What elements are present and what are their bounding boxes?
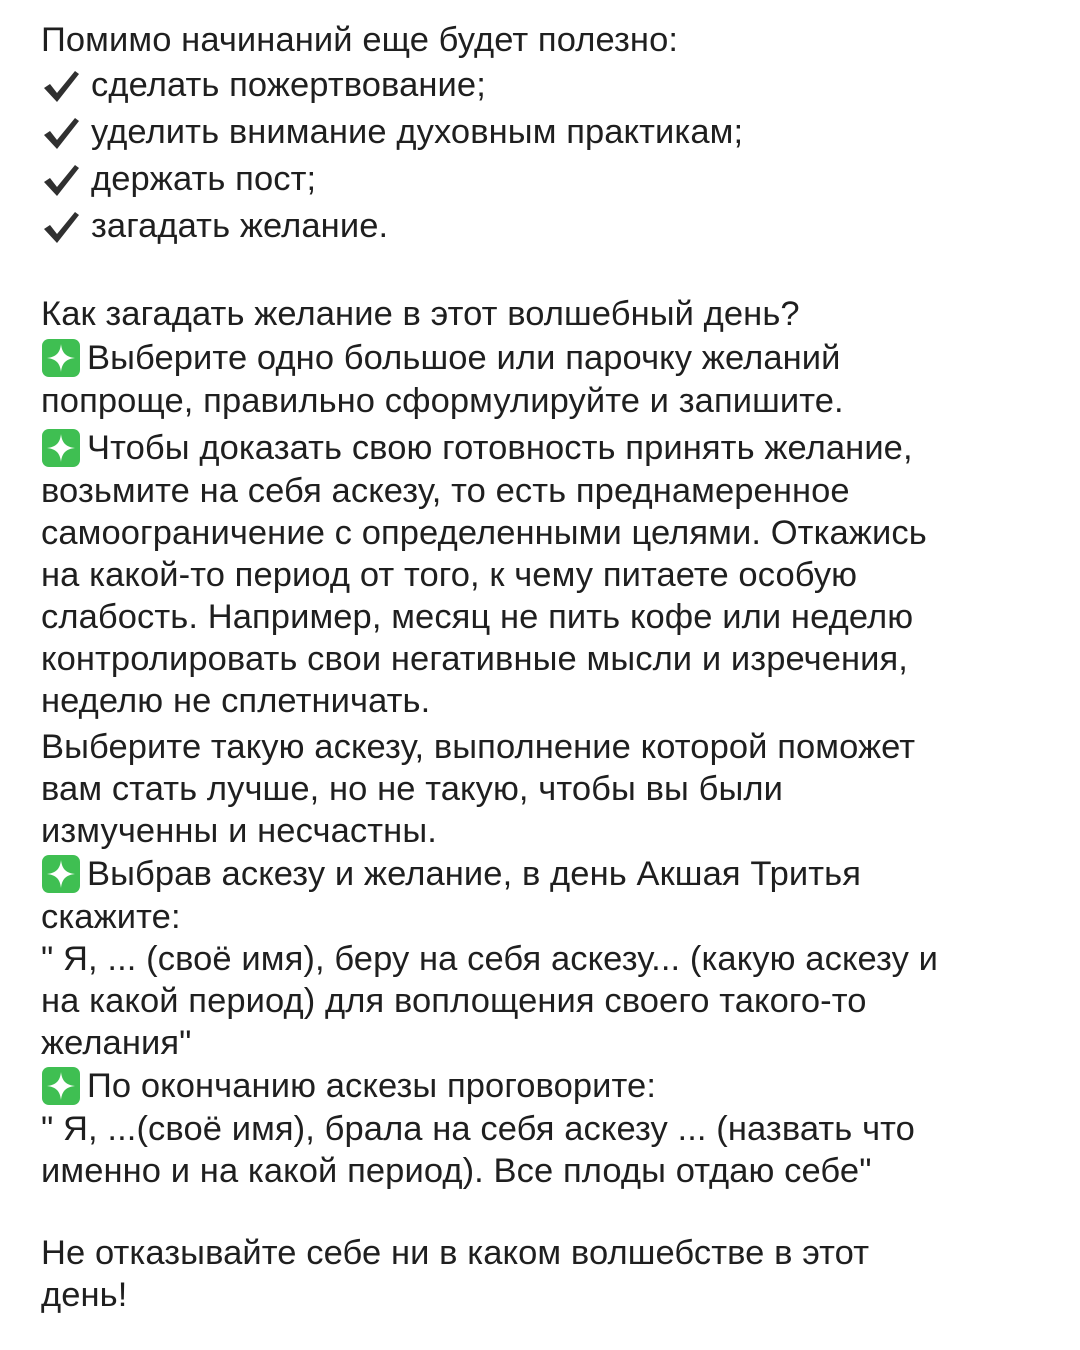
checklist-item-label: держать пост; (91, 160, 317, 198)
step-2-line: самоограничение с определенными целями. Откажись (41, 514, 927, 552)
step-3-line: на какой период) для воплощения своего такого-то (41, 982, 867, 1020)
intro-text: Помимо начинаний еще будет полезно: (41, 21, 679, 59)
step-3-line: " Я, ... (своё имя), беру на себя аскезу... (какую аскезу и (41, 940, 938, 978)
step-3-line: желания" (41, 1024, 192, 1062)
checklist-item (41, 203, 1051, 250)
advice-line: измученны и несчастны. (41, 812, 437, 850)
note-document (41, 19, 1051, 1316)
sparkles-icon (41, 338, 81, 378)
checklist-item-label: загадать желание. (91, 207, 389, 245)
step-4 (41, 1064, 1051, 1192)
step-2 (41, 426, 1051, 722)
check-mark-icon (41, 163, 81, 197)
step-2-line: возьмите на себя аскезу, то есть преднамеренное (41, 472, 850, 510)
step-3-line: Выбрав аскезу и желание, в день Акшая Тритья (87, 854, 861, 893)
step-4-line: По окончанию аскезы проговорите: (87, 1066, 657, 1105)
step-1 (41, 336, 1051, 422)
checklist-item (41, 62, 1051, 109)
advice-line: вам стать лучше, но не такую, чтобы вы были (41, 770, 783, 808)
step-4-line: именно и на какой период). Все плоды отдаю себе" (41, 1152, 872, 1190)
sparkles-icon (41, 854, 81, 894)
step-2-line: на какой-то период от того, к чему питаете особую (41, 556, 858, 594)
closing-line: день! (41, 1276, 128, 1314)
check-mark-icon (41, 116, 81, 150)
closing-paragraph (41, 1232, 1051, 1316)
step-4-line: " Я, ...(своё имя), брала на себя аскезу ... (назвать что (41, 1110, 915, 1148)
step-2-line: Чтобы доказать свою готовность принять желание, (87, 428, 913, 467)
step-2-line: неделю не сплетничать. (41, 682, 431, 720)
advice-paragraph (41, 726, 1051, 852)
advice-line: Выберите такую аскезу, выполнение которой поможет (41, 728, 916, 766)
step-2-line: слабость. Например, месяц не пить кофе или неделю (41, 598, 914, 636)
checklist (41, 62, 1051, 250)
step-3-line: скажите: (41, 898, 181, 936)
sparkles-icon (41, 1066, 81, 1106)
step-3 (41, 852, 1051, 1064)
checklist-item (41, 109, 1051, 156)
checklist-item-label: сделать пожертвование; (91, 66, 486, 104)
step-1-line: Выберите одно большое или парочку желаний (87, 338, 841, 377)
check-mark-icon (41, 69, 81, 103)
step-2-line: контролировать свои негативные мысли и изречения, (41, 640, 908, 678)
sparkles-icon (41, 428, 81, 468)
checklist-item (41, 156, 1051, 203)
check-mark-icon (41, 210, 81, 244)
question-heading: Как загадать желание в этот волшебный день? (41, 295, 800, 333)
checklist-item-label: уделить внимание духовным практикам; (91, 113, 744, 151)
closing-line: Не отказывайте себе ни в каком волшебстве в этот (41, 1234, 870, 1272)
step-1-line: попроще, правильно сформулируйте и запишите. (41, 382, 844, 420)
